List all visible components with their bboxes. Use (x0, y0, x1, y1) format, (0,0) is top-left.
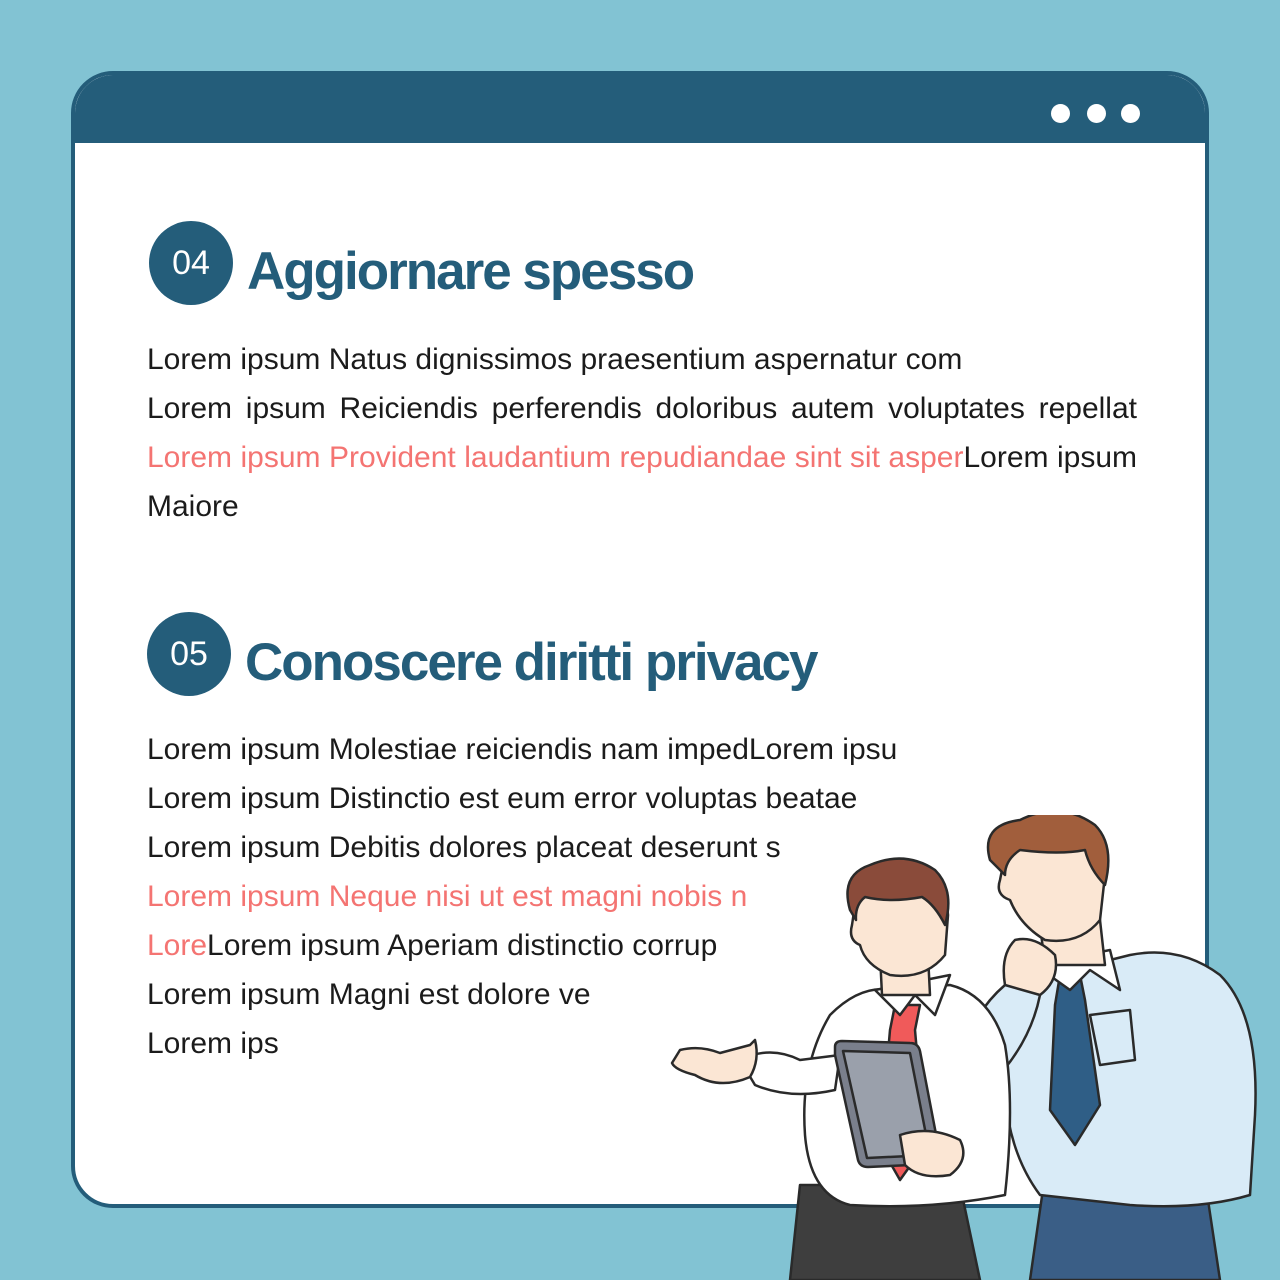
left-man-tablet-hand (900, 1131, 963, 1176)
section-number-badge: 05 (147, 612, 231, 696)
body-line: Lorem ipsum Natus dignissimos praesentium aspernatur com (147, 343, 963, 376)
body-line: Lorem ipsum Magni est dolore ve (147, 978, 591, 1011)
window-titlebar (75, 75, 1205, 143)
body-line: Lorem ips (147, 1027, 279, 1060)
window-dot-icon[interactable] (1121, 104, 1140, 123)
body-line: Lorem ipsum Distinctio est eum error voluptas beatae (147, 782, 858, 815)
body-line: Lorem ipsum Debitis dolores placeat deserunt s (147, 831, 781, 864)
section-number-badge: 04 (149, 221, 233, 305)
highlight-text: Lorem ipsum Provident laudantium repudiandae sint sit asper (147, 441, 964, 474)
body-text: Lorem ipsum Reiciendis perferendis doloribus autem voluptates repellat (147, 392, 1137, 425)
highlight-text: Lore (147, 929, 208, 962)
left-man-hand (672, 1040, 757, 1083)
section-body (147, 335, 1137, 531)
window-dot-icon[interactable] (1051, 104, 1070, 123)
body-text: Lorem ipsum Maiore (147, 441, 1137, 523)
body-line: Lorem ipsum Molestiae reiciendis nam impedLorem ipsu (147, 733, 898, 766)
highlight-line: Lorem ipsum Neque nisi ut est magni nobis n (147, 880, 748, 913)
businessmen-illustration (660, 815, 1280, 1280)
section-title: Aggiornare spesso (247, 242, 694, 301)
window-dot-icon[interactable] (1087, 104, 1106, 123)
section-title: Conoscere diritti privacy (245, 633, 817, 692)
body-text: Lorem ipsum Aperiam distinctio corrup (207, 929, 718, 962)
body-paragraph (147, 384, 1137, 531)
